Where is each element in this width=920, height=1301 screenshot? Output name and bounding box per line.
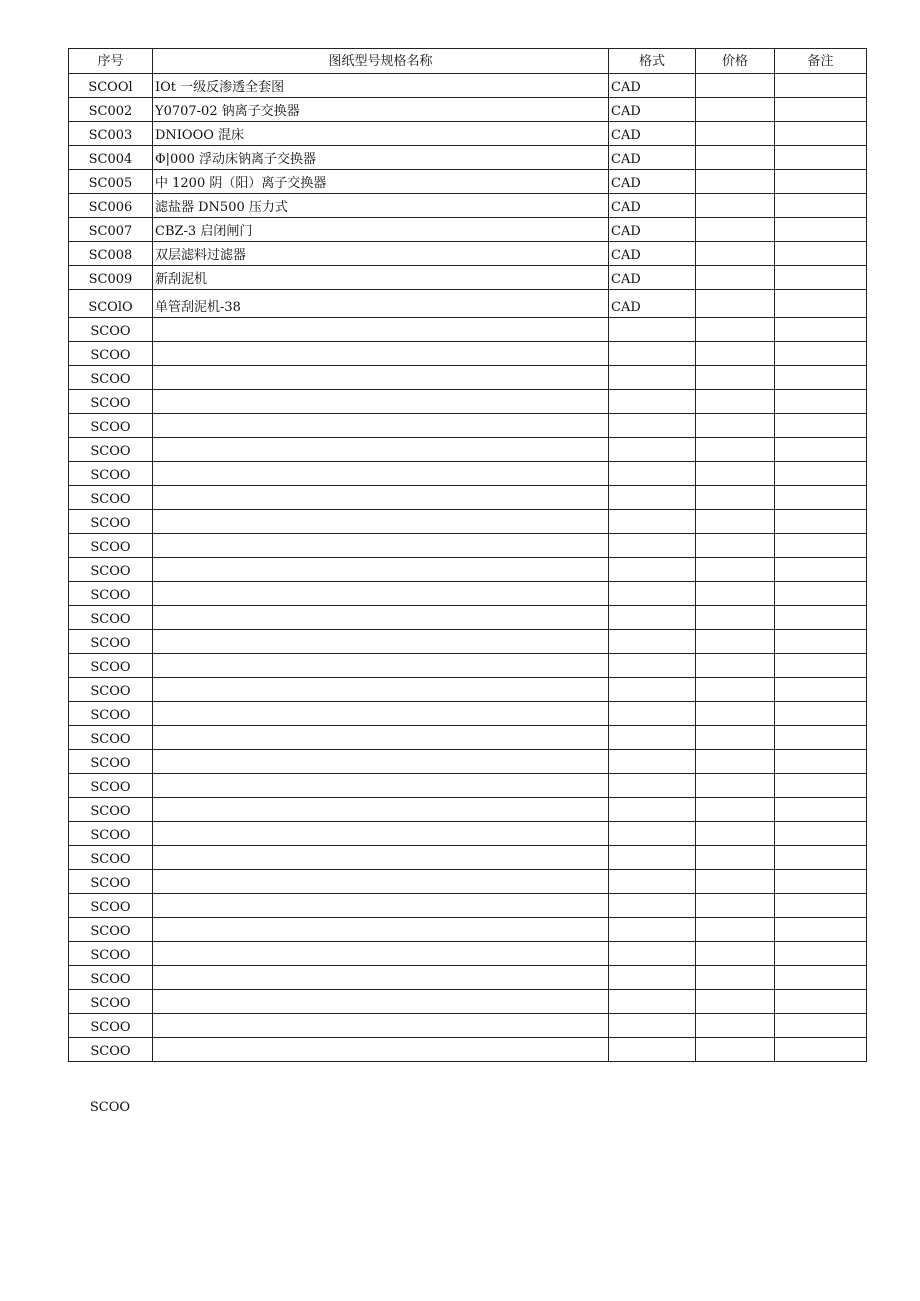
row-name [153,870,609,894]
row-format [609,1014,696,1038]
row-name [153,822,609,846]
row-code: SCOO [69,678,153,702]
row-name: 中 1200 阴（阳）离子交换器 [153,170,609,194]
table-row [69,266,867,290]
row-code: SCOO [69,894,153,918]
row-code: SCOO [69,510,153,534]
row-note [775,726,867,750]
row-code: SCOO [69,702,153,726]
row-name [153,726,609,750]
row-note [775,966,867,990]
table-row [69,74,867,98]
row-price [696,242,775,266]
table-row [69,1038,867,1062]
table-row [69,342,867,366]
row-code: SCOO [69,1014,153,1038]
table-row [69,942,867,966]
row-format: CAD [609,266,696,290]
row-name: Y0707-02 钠离子交换器 [153,98,609,122]
header-note: 备注 [775,49,867,74]
row-note [775,242,867,266]
row-price [696,606,775,630]
row-price [696,194,775,218]
row-name [153,918,609,942]
row-format: CAD [609,170,696,194]
row-name [153,630,609,654]
row-price [696,582,775,606]
header-format: 格式 [609,49,696,74]
row-format [609,654,696,678]
row-name [153,582,609,606]
row-code: SCOO [69,726,153,750]
row-format: CAD [609,194,696,218]
row-note [775,606,867,630]
table-row [69,438,867,462]
row-code: SCOO [69,654,153,678]
row-name [153,990,609,1014]
row-code: SCOO [69,318,153,342]
row-price [696,510,775,534]
row-format [609,774,696,798]
row-price [696,846,775,870]
row-code: SCOO [69,990,153,1014]
row-name [153,390,609,414]
row-format: CAD [609,146,696,170]
row-price [696,366,775,390]
row-note [775,990,867,1014]
row-format [609,894,696,918]
row-note [775,390,867,414]
row-name [153,1038,609,1062]
row-name [153,966,609,990]
row-format [609,990,696,1014]
row-code: SCOO [69,774,153,798]
row-price [696,942,775,966]
trailing-code: SCOO [89,1100,131,1115]
row-note [775,366,867,390]
row-name: 新刮泥机 [153,266,609,290]
row-code: SC008 [69,242,153,266]
row-note [775,918,867,942]
row-name [153,942,609,966]
table-row [69,462,867,486]
row-note [775,342,867,366]
table-row [69,218,867,242]
table-row [69,510,867,534]
row-price [696,462,775,486]
row-name [153,318,609,342]
row-price [696,414,775,438]
row-code: SCOO [69,822,153,846]
row-code: SCOO [69,1038,153,1062]
row-code: SC003 [69,122,153,146]
header-code: 序号 [69,49,153,74]
row-name [153,414,609,438]
row-note [775,98,867,122]
row-code: SCOO [69,366,153,390]
row-format [609,414,696,438]
row-note [775,74,867,98]
row-code: SCOlO [69,290,153,318]
row-price [696,74,775,98]
row-format [609,966,696,990]
row-note [775,462,867,486]
row-note [775,486,867,510]
row-name [153,462,609,486]
row-format [609,822,696,846]
row-price [696,750,775,774]
row-price [696,318,775,342]
row-price [696,390,775,414]
row-note [775,266,867,290]
row-note [775,750,867,774]
row-name: DNIOOO 混床 [153,122,609,146]
row-note [775,1038,867,1062]
table-row [69,822,867,846]
row-code: SC004 [69,146,153,170]
table-row [69,1014,867,1038]
row-code: SCOO [69,606,153,630]
row-code: SCOO [69,558,153,582]
row-name [153,774,609,798]
row-price [696,534,775,558]
row-code: SCOO [69,486,153,510]
row-note [775,218,867,242]
table-row [69,242,867,266]
row-format [609,846,696,870]
row-format: CAD [609,122,696,146]
row-name [153,438,609,462]
row-format [609,558,696,582]
row-code: SC005 [69,170,153,194]
row-note [775,870,867,894]
table-row [69,318,867,342]
row-note [775,510,867,534]
row-price [696,726,775,750]
row-price [696,822,775,846]
row-format [609,342,696,366]
row-format [609,366,696,390]
row-name [153,702,609,726]
row-price [696,438,775,462]
row-code: SC006 [69,194,153,218]
header-row [69,49,867,74]
row-note [775,798,867,822]
row-code: SCOO [69,942,153,966]
table-row [69,98,867,122]
row-format: CAD [609,242,696,266]
row-note [775,774,867,798]
row-format [609,1038,696,1062]
row-price [696,702,775,726]
row-note [775,1014,867,1038]
header-name: 图纸型号规格名称 [153,49,609,74]
table-row [69,366,867,390]
row-price [696,990,775,1014]
row-format [609,510,696,534]
row-name [153,558,609,582]
row-price [696,630,775,654]
row-note [775,582,867,606]
row-note [775,846,867,870]
row-name: CBZ-3 启闭闸门 [153,218,609,242]
row-format [609,702,696,726]
table-row [69,194,867,218]
row-name: 单管刮泥机-38 [153,290,609,318]
table-row [69,630,867,654]
row-format [609,798,696,822]
row-price [696,486,775,510]
row-note [775,290,867,318]
table-row [69,894,867,918]
row-name [153,534,609,558]
row-code: SCOO [69,798,153,822]
row-note [775,942,867,966]
drawing-list-table [68,48,867,1062]
table-row [69,146,867,170]
table-row [69,990,867,1014]
row-format [609,534,696,558]
table-row [69,750,867,774]
row-code: SCOO [69,462,153,486]
row-note [775,822,867,846]
row-format [609,942,696,966]
row-name [153,1014,609,1038]
row-note [775,122,867,146]
row-format: CAD [609,290,696,318]
table-row [69,702,867,726]
row-format [609,630,696,654]
row-code: SC007 [69,218,153,242]
row-name [153,510,609,534]
table-row [69,414,867,438]
row-code: SC009 [69,266,153,290]
row-name [153,654,609,678]
row-format [609,462,696,486]
row-format: CAD [609,218,696,242]
row-price [696,966,775,990]
table-row [69,558,867,582]
row-code: SCOO [69,750,153,774]
row-name [153,846,609,870]
row-code: SC002 [69,98,153,122]
row-note [775,438,867,462]
row-note [775,654,867,678]
row-code: SCOO [69,918,153,942]
row-price [696,218,775,242]
table-row [69,678,867,702]
row-name [153,678,609,702]
row-note [775,534,867,558]
table-row [69,774,867,798]
row-note [775,318,867,342]
row-format [609,486,696,510]
table-row [69,654,867,678]
row-code: SCOO [69,534,153,558]
row-name [153,750,609,774]
row-format [609,582,696,606]
row-name: 双层滤料过滤器 [153,242,609,266]
table-row [69,798,867,822]
row-price [696,654,775,678]
row-format [609,678,696,702]
table-row [69,966,867,990]
row-format: CAD [609,74,696,98]
row-format [609,318,696,342]
row-code: SCOO [69,390,153,414]
row-note [775,678,867,702]
row-code: SCOO [69,414,153,438]
row-price [696,342,775,366]
row-note [775,702,867,726]
table-row [69,582,867,606]
row-format [609,726,696,750]
row-price [696,146,775,170]
row-price [696,894,775,918]
row-name: 滤盐器 DN500 压力式 [153,194,609,218]
row-name [153,606,609,630]
row-note [775,414,867,438]
row-name: IOt 一级反渗透全套图 [153,74,609,98]
row-note [775,894,867,918]
row-format [609,606,696,630]
row-price [696,266,775,290]
row-price [696,870,775,894]
row-price [696,774,775,798]
row-format [609,918,696,942]
row-code: SCOO [69,870,153,894]
table-row [69,606,867,630]
row-price [696,170,775,194]
row-code: SCOO [69,438,153,462]
row-format [609,870,696,894]
row-name: Φ|000 浮动床钠离子交换器 [153,146,609,170]
row-code: SCOOl [69,74,153,98]
row-name [153,894,609,918]
row-format [609,390,696,414]
table-row [69,870,867,894]
row-price [696,918,775,942]
row-format [609,750,696,774]
row-name [153,798,609,822]
row-format: CAD [609,98,696,122]
row-price [696,290,775,318]
row-name [153,342,609,366]
table-row [69,486,867,510]
row-code: SCOO [69,582,153,606]
row-name [153,366,609,390]
table-row [69,390,867,414]
row-format [609,438,696,462]
row-price [696,678,775,702]
row-note [775,146,867,170]
header-price: 价格 [696,49,775,74]
row-price [696,798,775,822]
row-note [775,558,867,582]
row-name [153,486,609,510]
table-row [69,846,867,870]
row-note [775,630,867,654]
row-price [696,1014,775,1038]
table-row [69,122,867,146]
table-row [69,534,867,558]
row-price [696,122,775,146]
table-row [69,290,867,318]
row-note [775,170,867,194]
table-row [69,726,867,750]
row-code: SCOO [69,966,153,990]
row-price [696,1038,775,1062]
table-row [69,170,867,194]
row-code: SCOO [69,342,153,366]
table-row [69,918,867,942]
row-code: SCOO [69,846,153,870]
row-code: SCOO [69,630,153,654]
row-price [696,558,775,582]
row-price [696,98,775,122]
row-note [775,194,867,218]
